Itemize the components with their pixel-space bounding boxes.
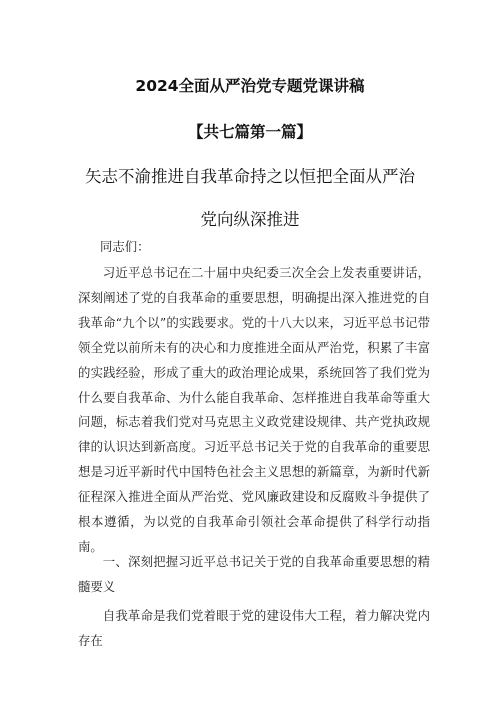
article-heading-line-1: 矢志不渝推进自我革命持之以恒把全面从严治	[85, 167, 415, 186]
section-heading-one: 一、深刻把握习近平总书记关于党的自我革命重要思想的精髓要义	[78, 554, 430, 594]
article-heading-line-2: 党向纵深推进	[200, 210, 300, 229]
document-title: 2024全面从严治党专题党课讲稿	[135, 77, 365, 95]
greeting: 同志们：	[100, 239, 150, 254]
document-subtitle: 【共七篇第一篇】	[187, 123, 312, 141]
body-paragraph-section-one: 自我革命是我们党着眼于党的建设伟大工程，着力解决党内存在	[78, 608, 430, 648]
body-paragraph-intro: 习近平总书记在二十届中央纪委三次全会上发表重要讲话，深刻阐述了党的自我革命的重要思想，明确提出深入推进党的自我革命“九个以”的实践要求。党的十八大以来，习近平总书记带领全党以前所未有的决心和力度推进全面从严治党，积累了丰富的实践经验，形成了重大的政治理论成果，系统回答了我们党为什么要自我革命、为什么能自我革命、怎样推进自我革命等重大问题，标志着我们党对马克思主义政党建设规律、共产党执政规律的认识达到新高度。习近平总书记关于党的自我革命的重要思想是习近平新时代中国特色社会主义思想的新篇章，为新时代新征程深入推进全面从严治党、党风廉政建设和反腐败斗争提供了根本遵循，为以党的自我革命引领社会革命提供了科学行动指南。	[78, 265, 430, 554]
